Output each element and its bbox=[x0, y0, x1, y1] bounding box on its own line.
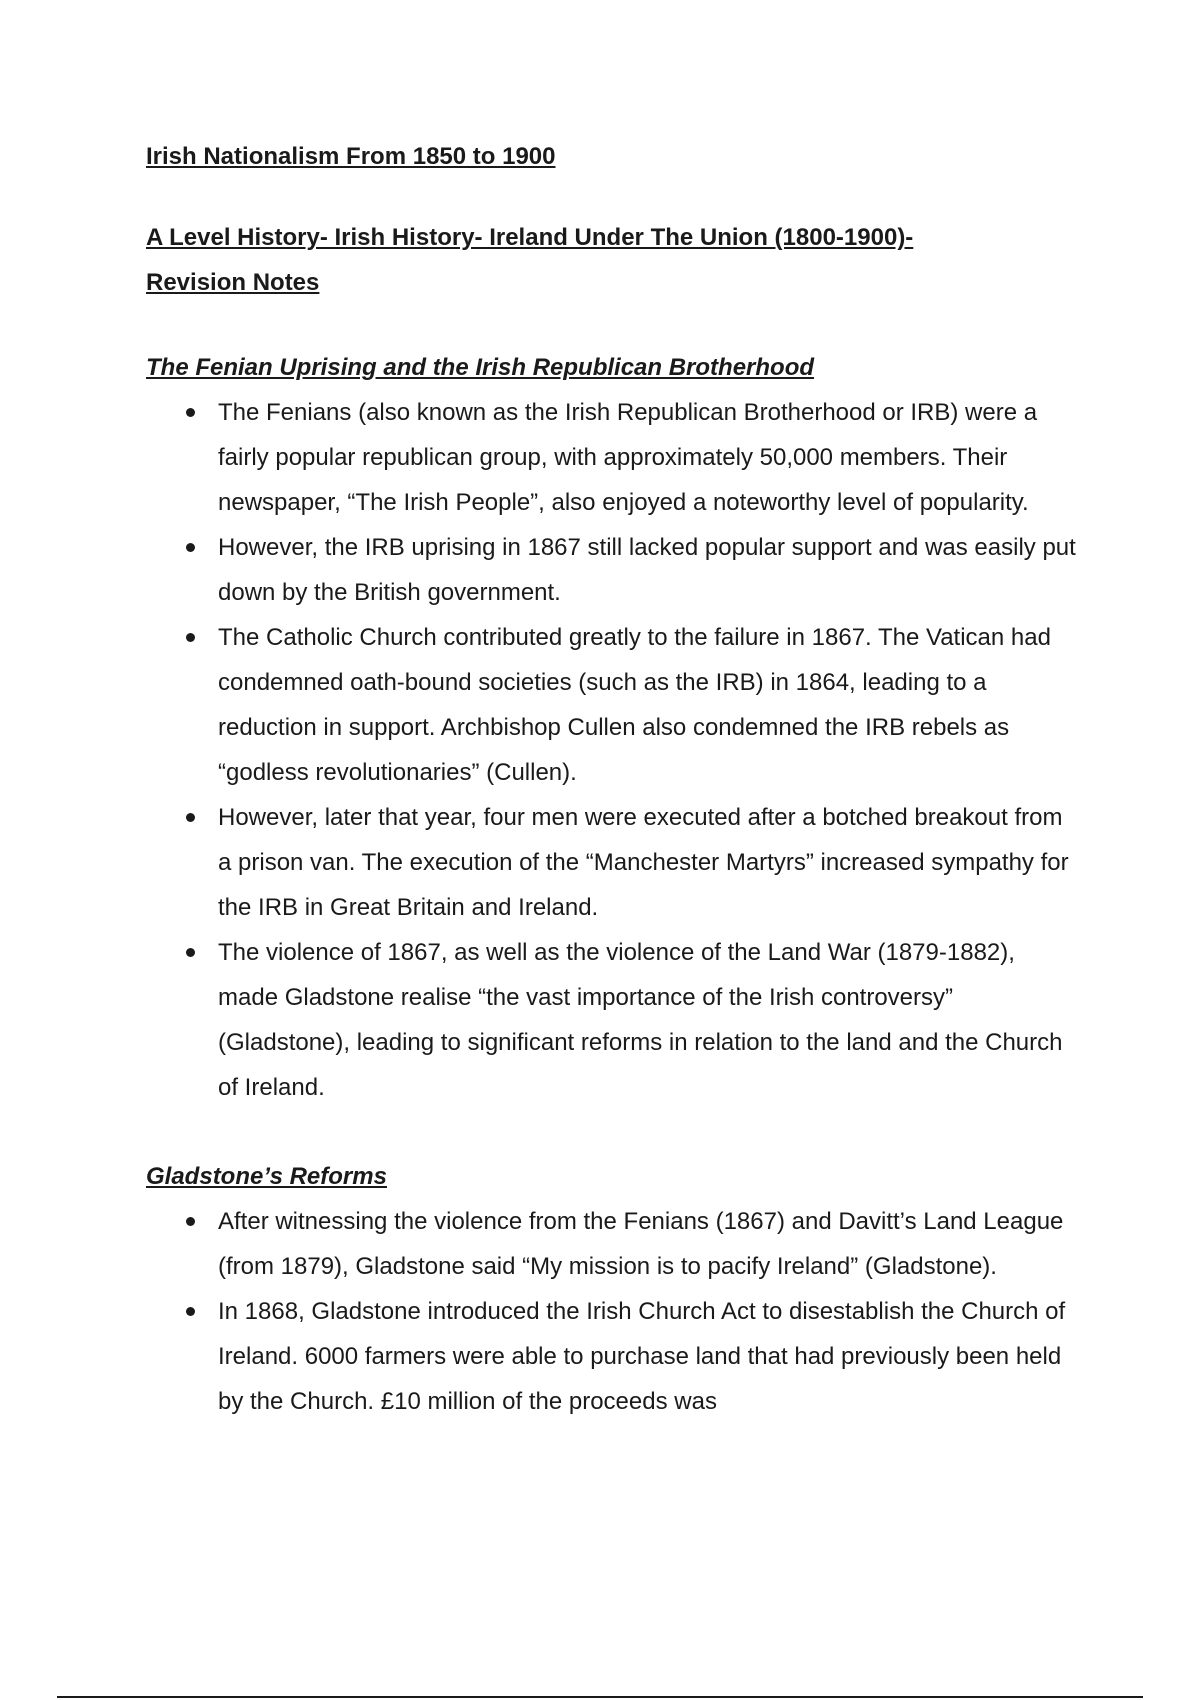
document-page bbox=[146, 142, 1076, 1424]
document-subtitle-line-2: Revision Notes bbox=[146, 269, 320, 296]
document-subtitle bbox=[146, 215, 1066, 305]
list-item: However, later that year, four men were executed after a botched breakout from a prison van. The execution of the “Manchester Martyrs” increased sympathy for the IRB in Great Britain and Ireland. bbox=[146, 795, 1078, 930]
list-item: The Fenians (also known as the Irish Republican Brotherhood or IRB) were a fairly popular republican group, with approximately 50,000 members. Their newspaper, “The Irish People”, also enjoyed a noteworthy level of popularity. bbox=[146, 390, 1078, 525]
page-bottom-rule bbox=[57, 1696, 1143, 1698]
document-subtitle-line-1: A Level History- Irish History- Ireland Under The Union (1800-1900)- bbox=[146, 224, 914, 251]
list-item: In 1868, Gladstone introduced the Irish Church Act to disestablish the Church of Ireland. 6000 farmers were able to purchase land that had previously been held by the Church. £10 million of the proceeds was bbox=[146, 1289, 1078, 1424]
list-item: After witnessing the violence from the Fenians (1867) and Davitt’s Land League (from 1879), Gladstone said “My mission is to pacify Ireland” (Gladstone). bbox=[146, 1199, 1078, 1289]
section-heading-gladstones-reforms: Gladstone’s Reforms bbox=[146, 1163, 387, 1190]
list-item: The Catholic Church contributed greatly to the failure in 1867. The Vatican had condemned oath-bound societies (such as the IRB) in 1864, leading to a reduction in support. Archbishop Cullen also condemned the IRB rebels as “godless revolutionaries” (Cullen). bbox=[146, 615, 1078, 795]
section-heading-fenian-uprising: The Fenian Uprising and the Irish Republican Brotherhood bbox=[146, 354, 815, 381]
document-title: Irish Nationalism From 1850 to 1900 bbox=[146, 143, 556, 170]
list-item: However, the IRB uprising in 1867 still lacked popular support and was easily put down by the British government. bbox=[146, 525, 1078, 615]
fenian-bullet-list bbox=[146, 390, 1076, 1110]
gladstone-bullet-list bbox=[146, 1199, 1066, 1424]
list-item: The violence of 1867, as well as the violence of the Land War (1879-1882), made Gladstone realise “the vast importance of the Irish controversy” (Gladstone), leading to significant reforms in relation to the land and the Church of Ireland. bbox=[146, 930, 1078, 1110]
